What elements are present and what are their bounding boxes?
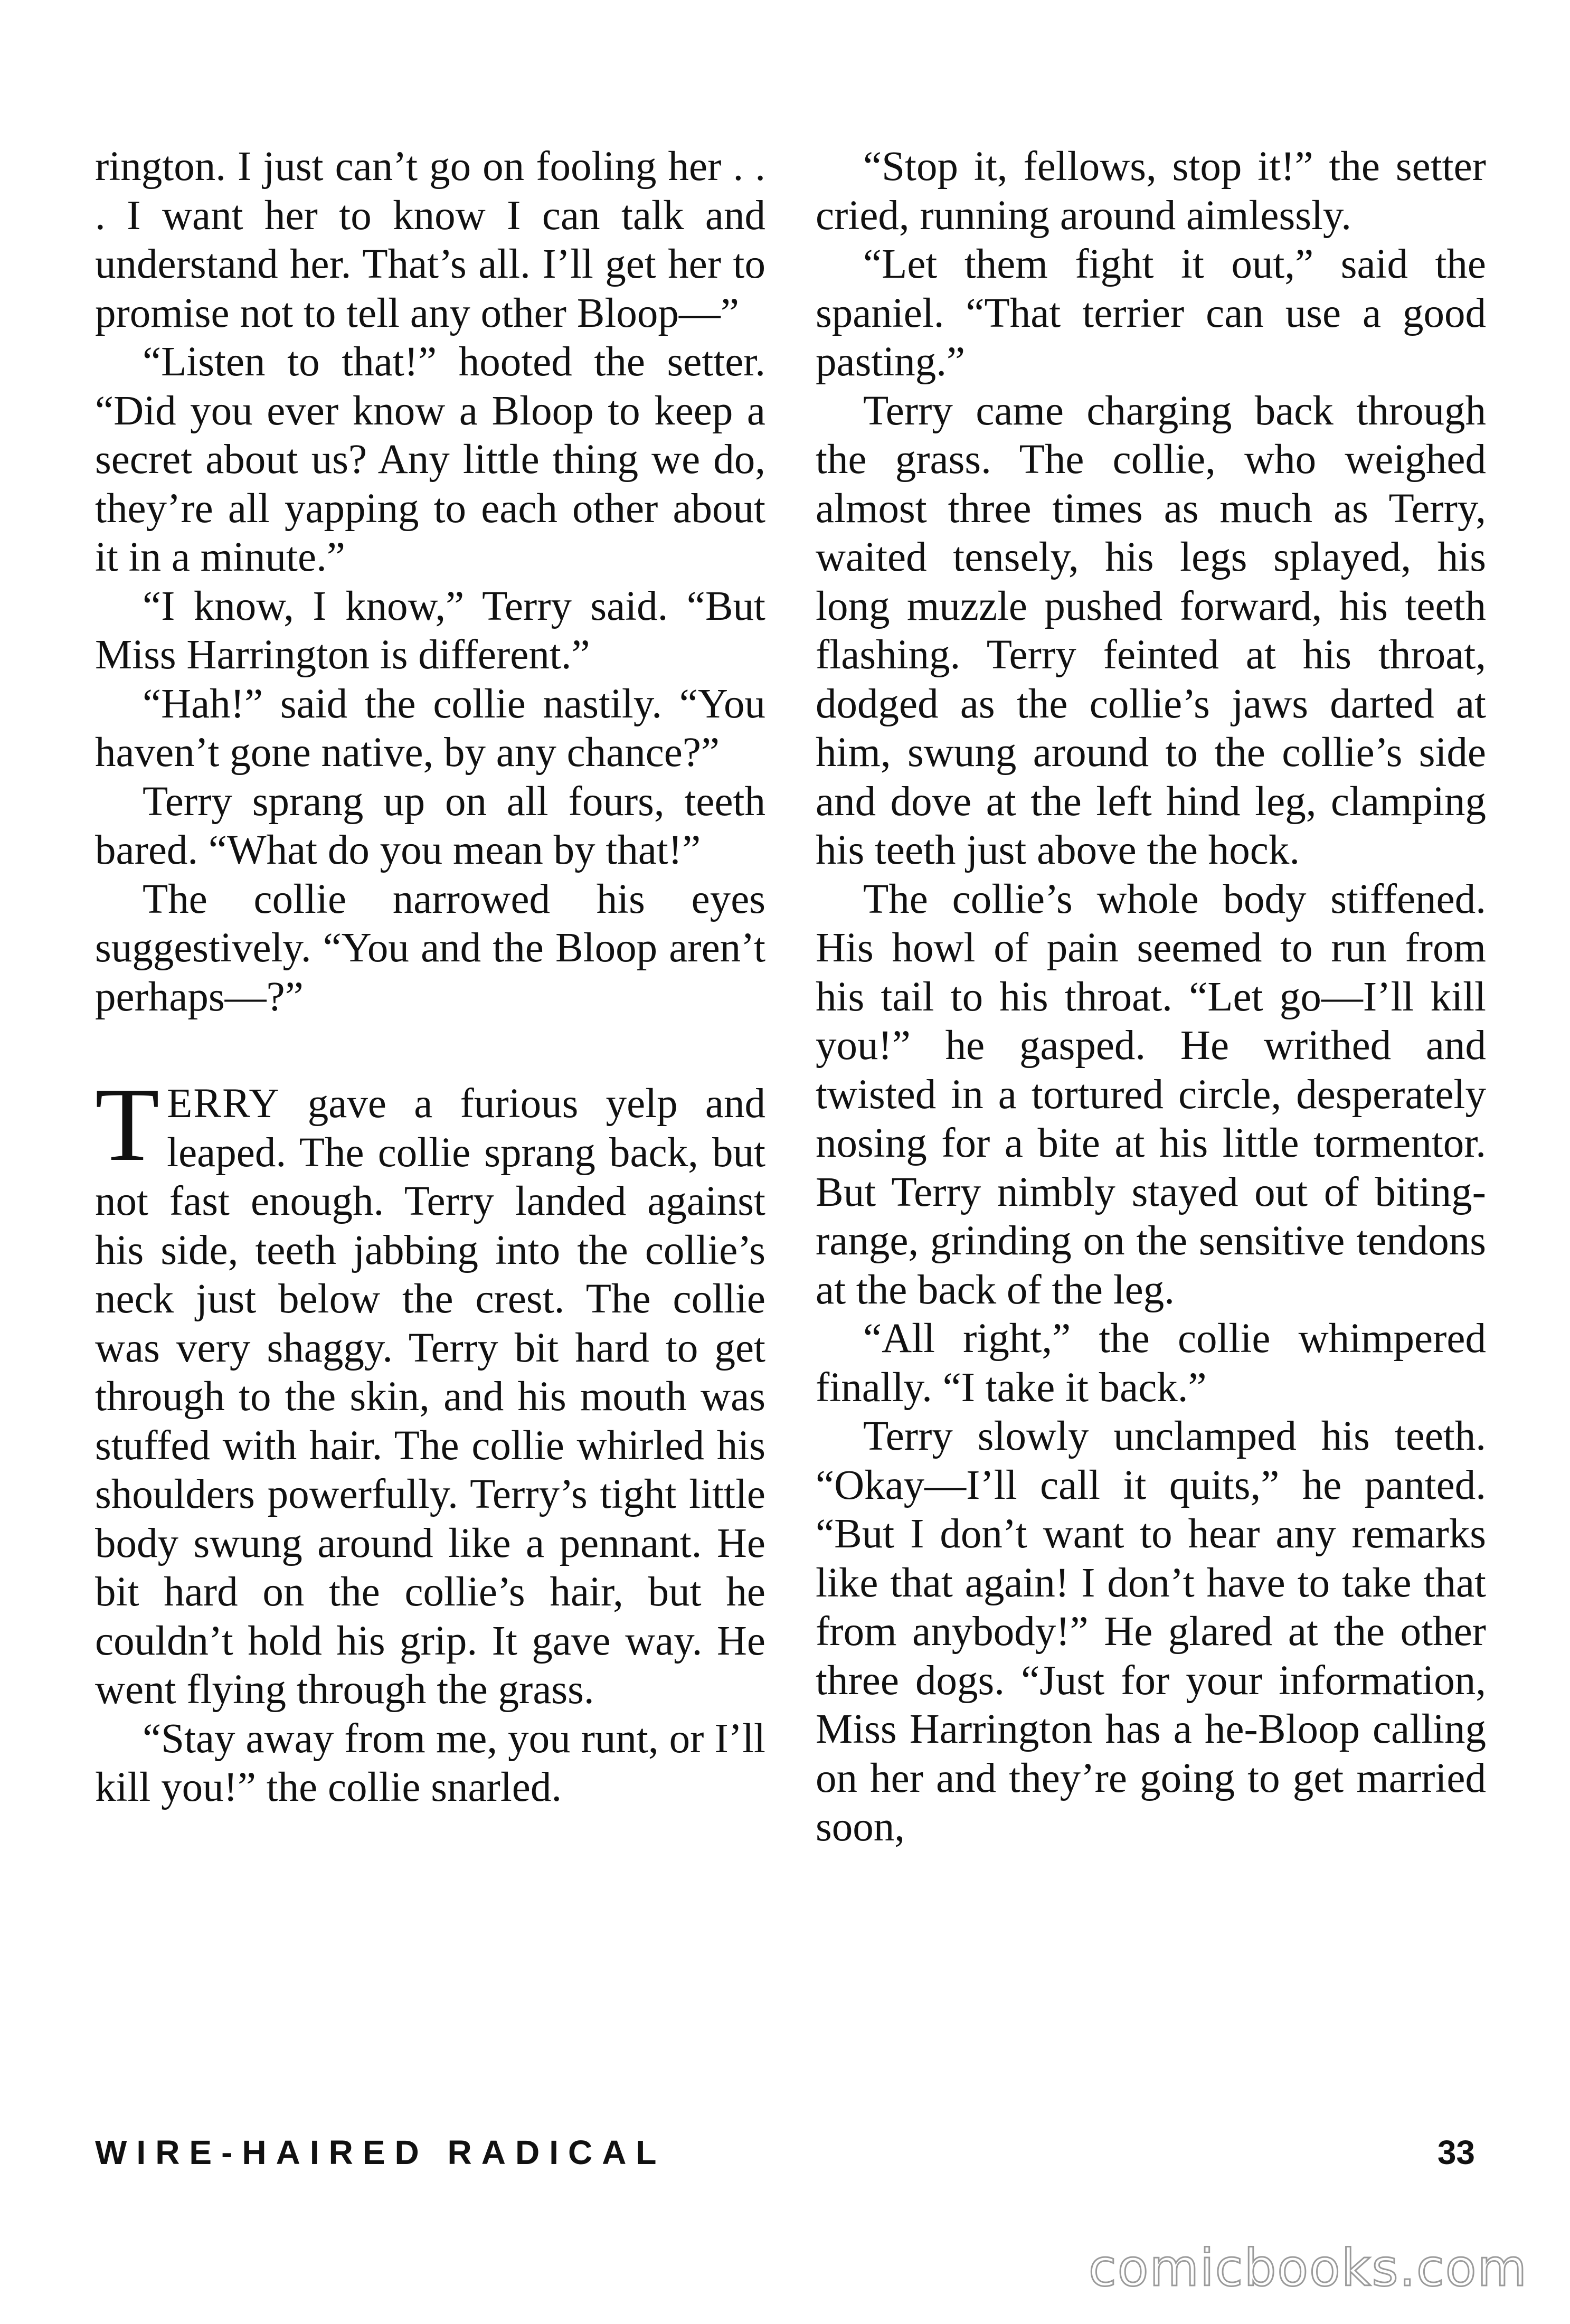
- paragraph: “Stay away from me, you runt, or I’ll kill you!” the collie snarled.: [95, 1715, 765, 1810]
- paragraph: Terry came charging back through the grass. The collie, who weighed almost three times as much as Terry, waited tensely, his legs splayed, his long muzzle pushed forward, his teeth flashing. Terry feinted at his throat, dodged as the collie’s jaws darted at him, swung around to the collie’s side and dove at the left hind leg, clamping his teeth just above the hock.: [816, 388, 1486, 873]
- running-footer-title: WIRE-HAIRED RADICAL: [95, 2133, 666, 2171]
- small-caps-word: ERRY: [167, 1081, 280, 1127]
- right-column: [816, 143, 1486, 1852]
- paragraph: “All right,” the collie whimpered finally. “I take it back.”: [816, 1316, 1486, 1411]
- paragraph: “Stop it, fellows, stop it!” the setter cried, running around aimlessly.: [816, 144, 1486, 239]
- paragraph: “Hah!” said the collie nastily. “You haven’t gone native, by any chance?”: [95, 681, 765, 776]
- page-number: 33: [1437, 2133, 1475, 2171]
- paragraph: The collie’s whole body stiffened. His howl of pain seemed to run from his tail to his throat. “Let go—I’ll kill you!” he gasped. He writhed and twisted in a tortured circle, desperately nosing for a bite at his little tormentor. But Terry nimbly stayed out of biting-range, grinding on the sensitive tendons at the back of the leg.: [816, 876, 1486, 1313]
- section-text: gave a furious yelp and leaped. The collie sprang back, but not fast enough. Terry landed against his side, teeth jabbing into the collie’s neck just below the crest. The collie was very shaggy. Terry bit hard to get through to the skin, and his mouth was stuffed with hair. The collie whirled his shoulders powerfully. Terry’s tight little body swung around like a pennant. He bit hard on the collie’s hair, but he couldn’t hold his grip. It gave way. He went flying through the grass.: [95, 1081, 765, 1713]
- paragraph: “Listen to that!” hooted the setter. “Did you ever know a Bloop to keep a secret about us? Any little thing we do, they’re all yapping to each other about it in a minute.”: [95, 339, 765, 580]
- paragraph: The collie narrowed his eyes suggestively. “You and the Bloop aren’t perhaps—?”: [95, 876, 765, 1020]
- paragraph: Terry sprang up on all fours, teeth bared. “What do you mean by that!”: [95, 778, 765, 873]
- paragraph: rington. I just can’t go on fooling her . . . I want her to know I can talk and understand her. That’s all. I’ll get her to promise not to tell any other Bloop—”: [95, 144, 765, 336]
- paragraph: “Let them fight it out,” said the spaniel. “That terrier can use a good pasting.”: [816, 241, 1486, 385]
- watermark-logo: comicbooks.com: [1088, 2238, 1528, 2298]
- section-paragraph: [95, 1066, 765, 1715]
- paragraph: Terry slowly unclamped his teeth. “Okay—I’ll call it quits,” he panted. “But I don’t want to hear any remarks like that again! I don’t have to take that from anybody!” He glared at the other three dogs. “Just for your information, Miss Harrington has a he-Bloop calling on her and they’re going to get married soon,: [816, 1413, 1486, 1850]
- left-column: [95, 143, 765, 1812]
- paragraph: “I know, I know,” Terry said. “But Miss Harrington is different.”: [95, 583, 765, 678]
- drop-cap: T: [95, 1066, 160, 1183]
